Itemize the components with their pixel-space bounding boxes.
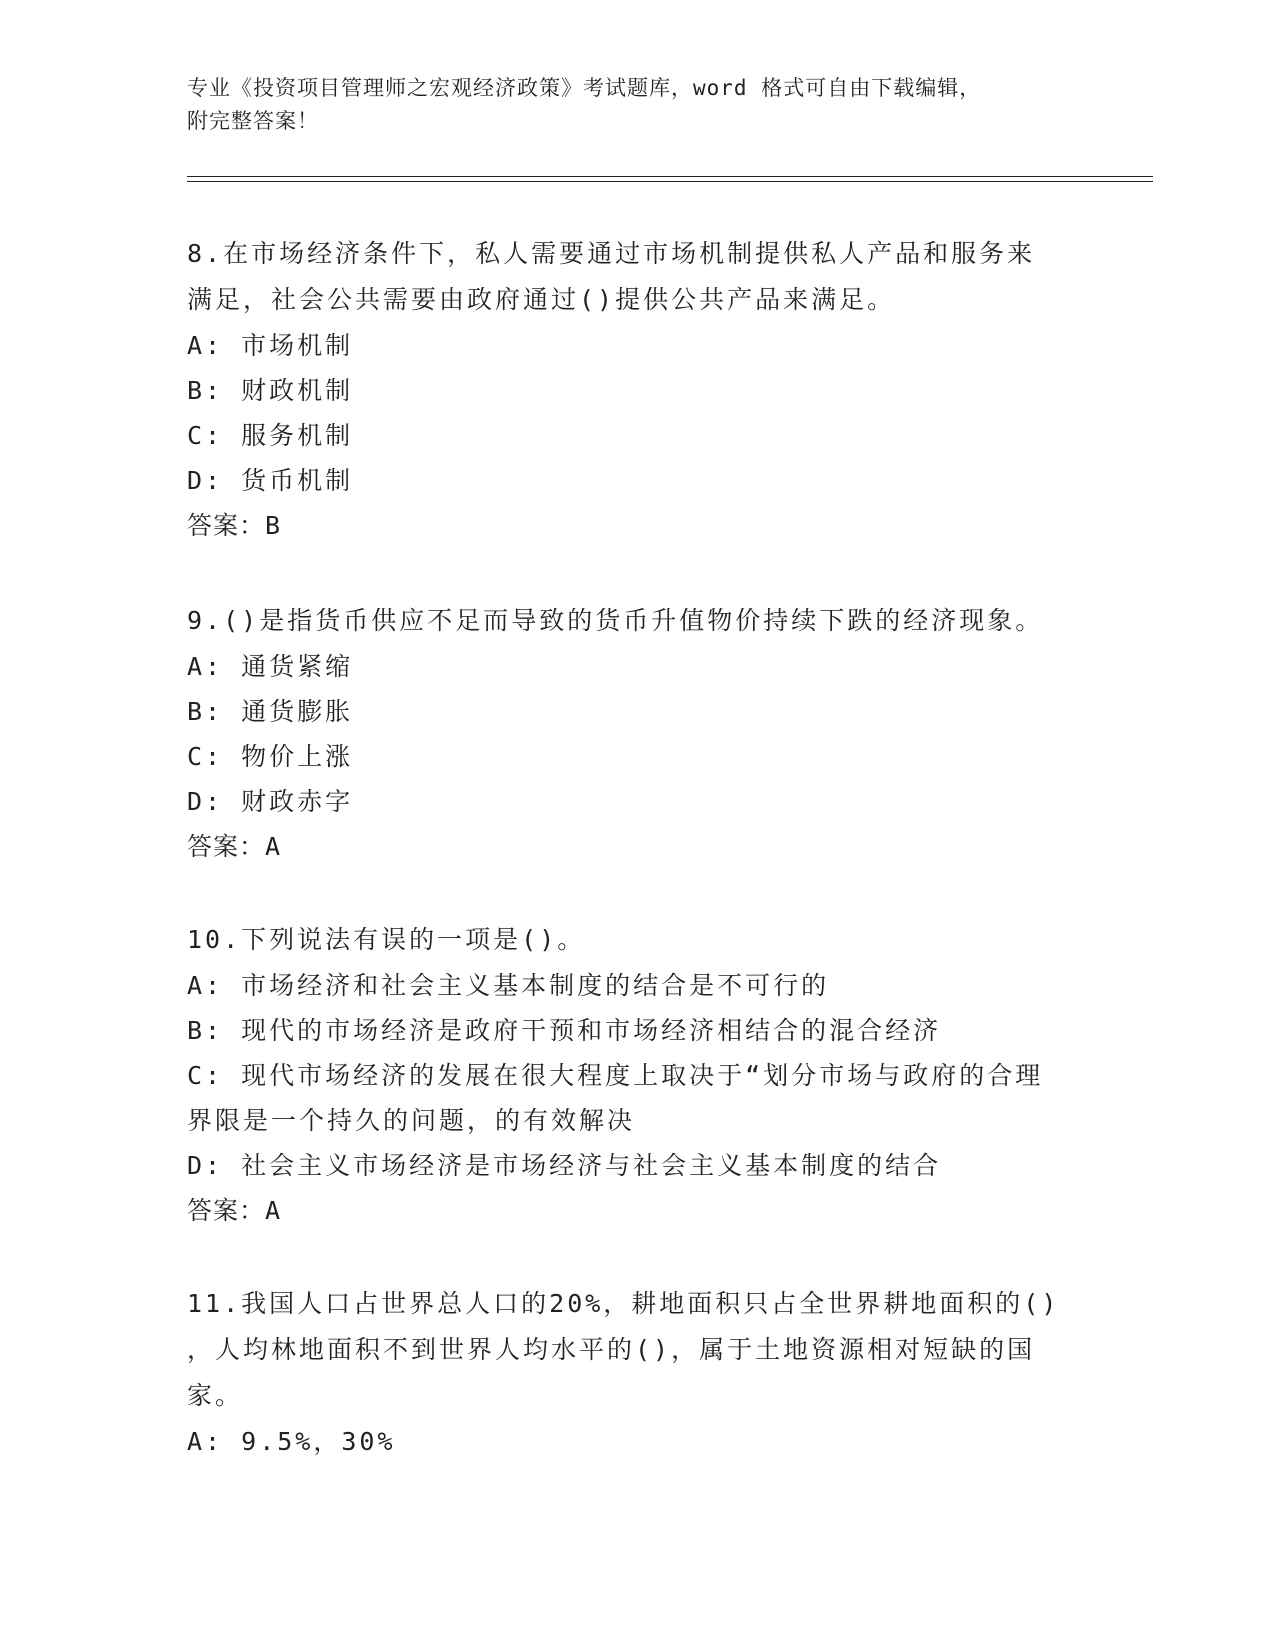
question-stem xyxy=(187,1281,1087,1419)
question-stem-line: 10.下列说法有误的一项是()。 xyxy=(187,925,586,954)
option-c: C: 物价上涨 xyxy=(187,742,354,771)
question-11 xyxy=(187,1281,1087,1464)
question-stem-line: ，人均林地面积不到世界人均水平的()，属于土地资源相对短缺的国 xyxy=(187,1335,1036,1364)
header-divider xyxy=(187,181,1153,182)
question-stem-line: 9.()是指货币供应不足而导致的货币升值物价持续下跌的经济现象。 xyxy=(187,606,1044,635)
question-8 xyxy=(187,231,1087,548)
question-stem-line: 满足，社会公共需要由政府通过()提供公共产品来满足。 xyxy=(187,285,896,314)
question-stem xyxy=(187,231,1087,323)
option-b: B: 通货膨胀 xyxy=(187,697,354,726)
option-b: B: 现代的市场经济是政府干预和市场经济相结合的混合经济 xyxy=(187,1016,942,1045)
option-d: D: 货币机制 xyxy=(187,466,354,495)
option-b: B: 财政机制 xyxy=(187,376,354,405)
question-stem xyxy=(187,917,1087,963)
option-a: A: 市场经济和社会主义基本制度的结合是不可行的 xyxy=(187,971,830,1000)
option-d: D: 财政赤字 xyxy=(187,787,354,816)
question-9 xyxy=(187,598,1087,869)
option-d: D: 社会主义市场经济是市场经济与社会主义基本制度的结合 xyxy=(187,1151,942,1180)
question-10 xyxy=(187,917,1087,1233)
answer: 答案：A xyxy=(187,1196,282,1225)
option-c-continued: 界限是一个持久的问题，的有效解决 xyxy=(187,1106,636,1135)
option-a: A: 通货紧缩 xyxy=(187,652,354,681)
question-stem-line: 家。 xyxy=(187,1381,244,1410)
question-stem xyxy=(187,598,1087,644)
document-header xyxy=(187,72,1067,138)
option-c: C: 现代市场经济的发展在很大程度上取决于“划分市场与政府的合理 xyxy=(187,1061,1044,1090)
option-a: A: 9.5%，30% xyxy=(187,1427,396,1456)
answer: 答案：B xyxy=(187,511,282,540)
question-stem-line: 11.我国人口占世界总人口的20%，耕地面积只占全世界耕地面积的() xyxy=(187,1289,1060,1318)
header-line: 附完整答案！ xyxy=(187,109,319,133)
answer: 答案：A xyxy=(187,832,282,861)
header-divider xyxy=(187,176,1153,177)
option-a: A: 市场机制 xyxy=(187,331,354,360)
question-stem-line: 8.在市场经济条件下，私人需要通过市场机制提供私人产品和服务来 xyxy=(187,239,1036,268)
header-line: 专业《投资项目管理师之宏观经济政策》考试题库，word 格式可自由下载编辑， xyxy=(187,76,982,100)
option-c: C: 服务机制 xyxy=(187,421,354,450)
